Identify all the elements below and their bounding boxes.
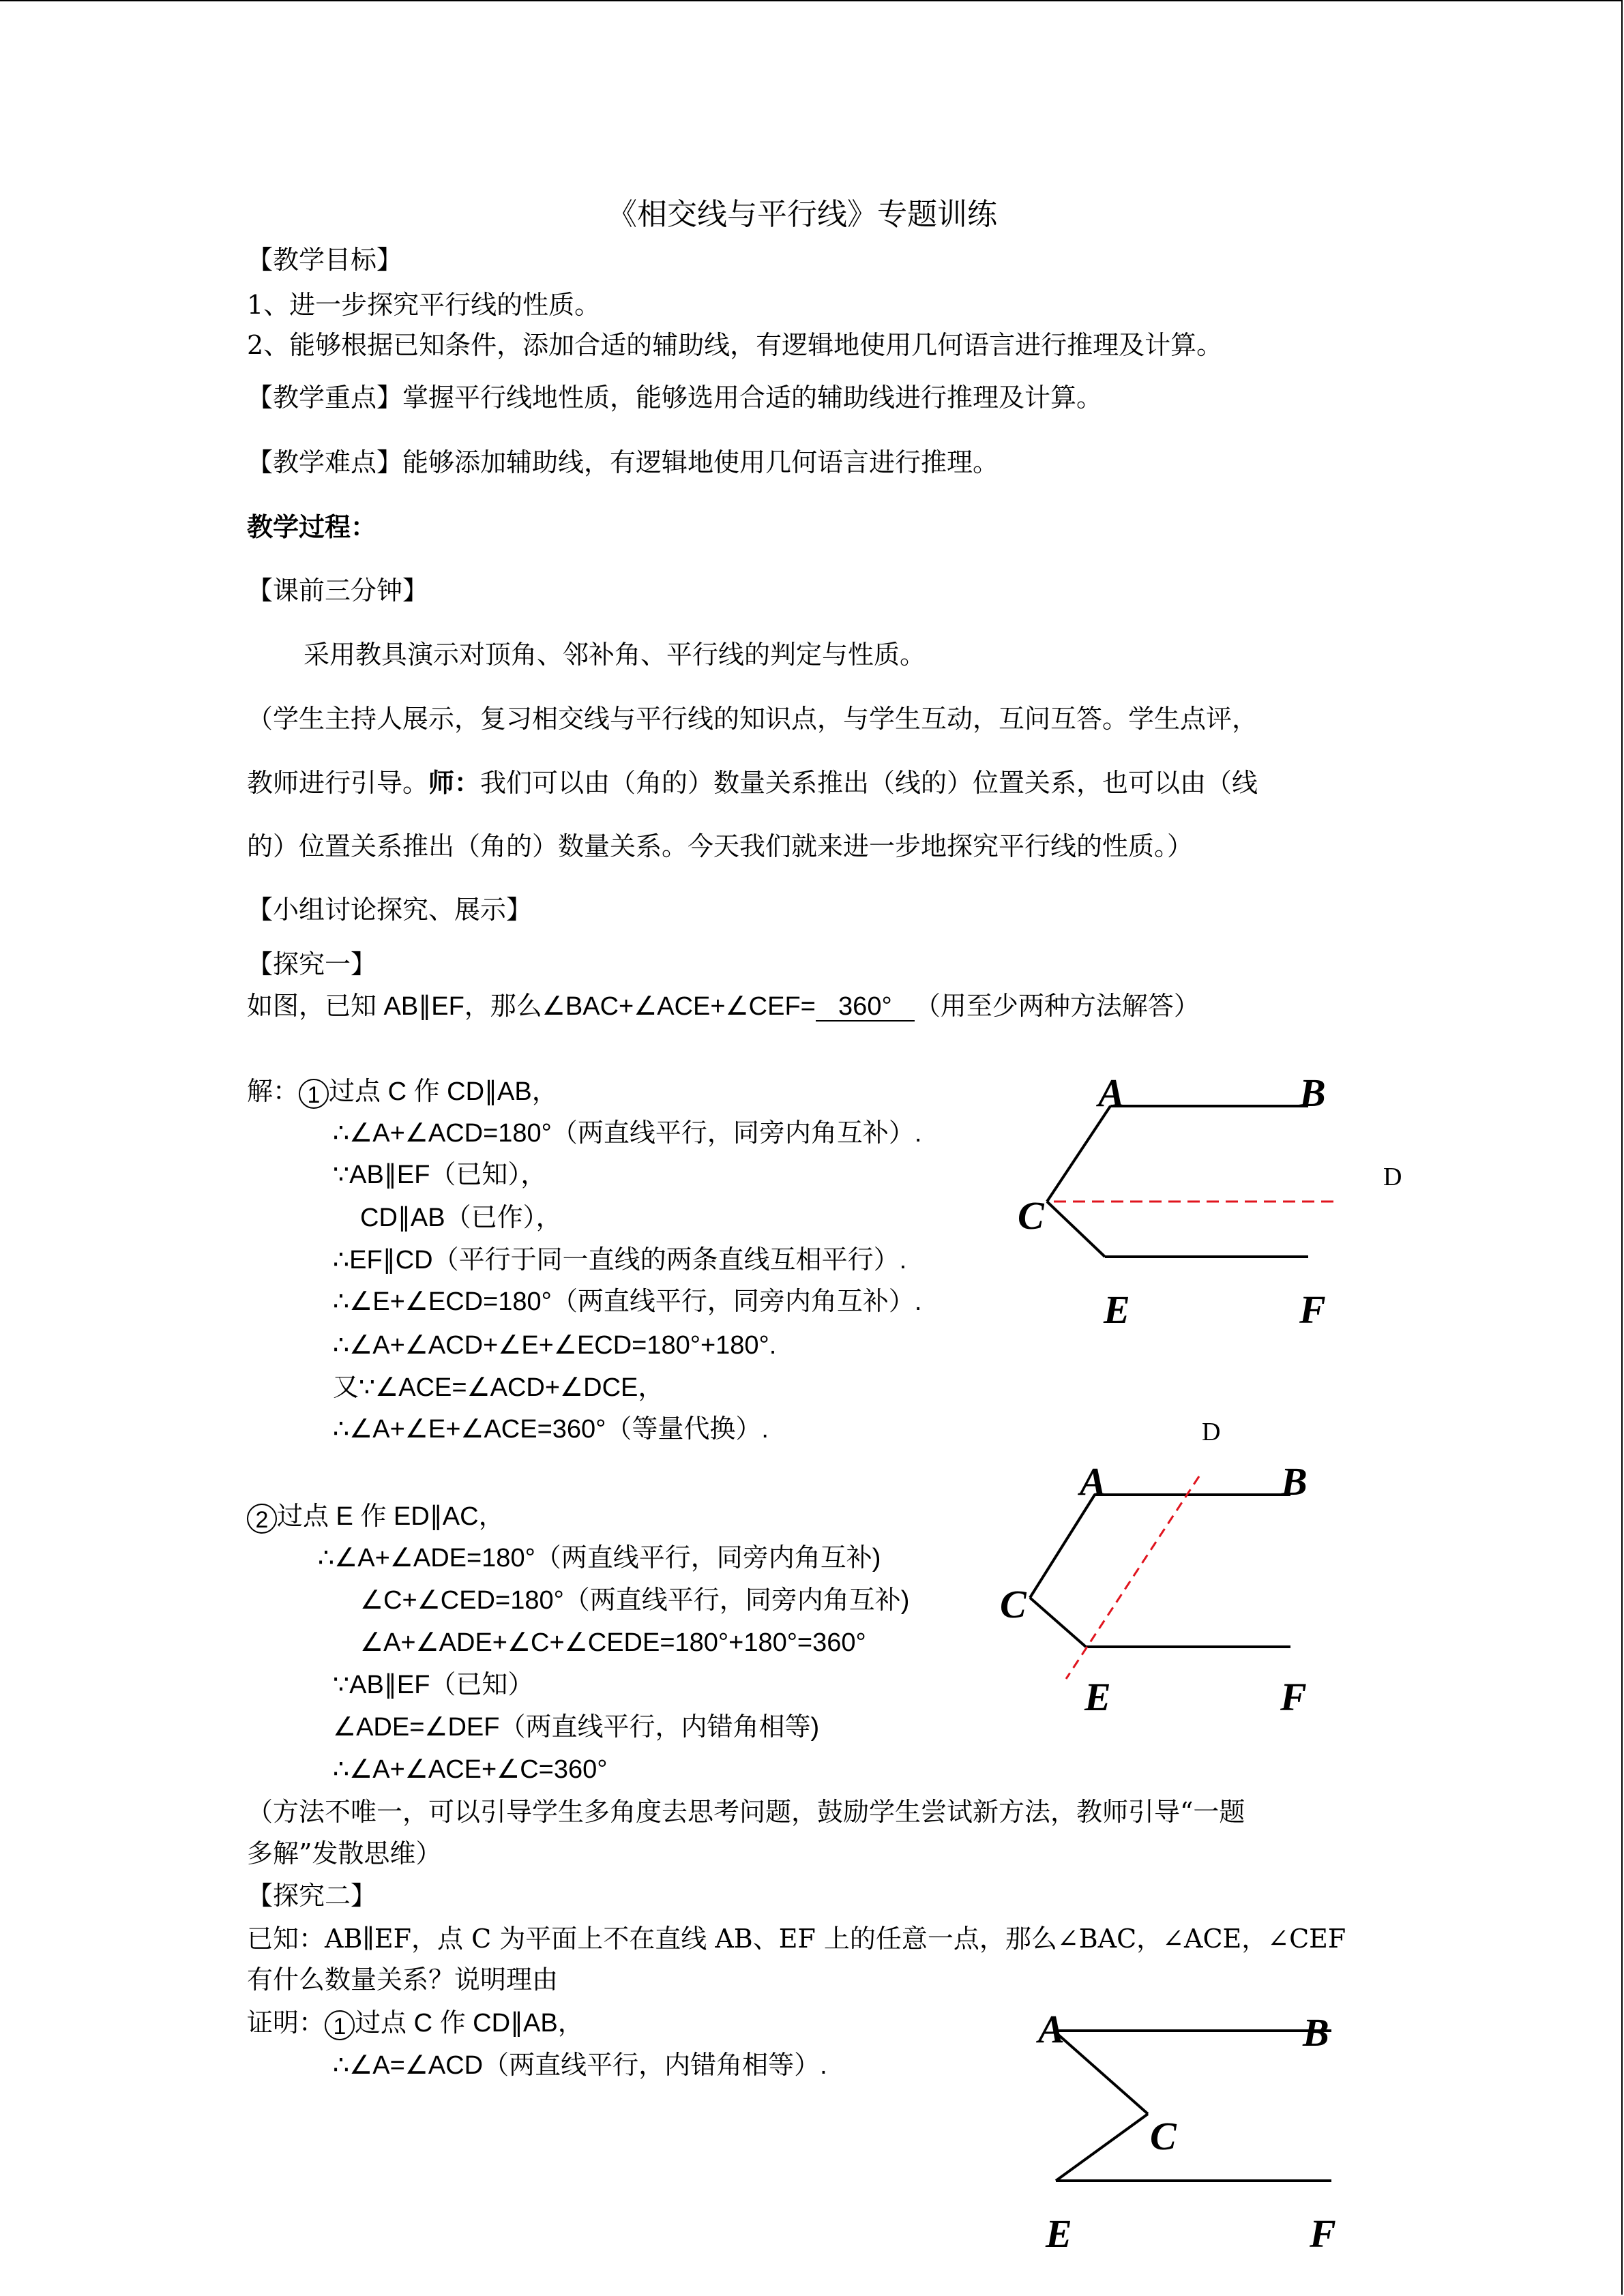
objective-item-2: 2、能够根据已知条件，添加合适的辅助线，有逻辑地使用几何语言进行推理及计算。 bbox=[247, 330, 1223, 360]
objectives-heading: 【教学目标】 bbox=[247, 245, 403, 275]
step-text: 过点 C 作 CD∥AB， bbox=[329, 1077, 558, 1106]
method1-line-7: ∴∠A+∠ACD+∠E+∠ECD=180°+180°. bbox=[333, 1331, 777, 1360]
group-heading: 【小组讨论探究、展示】 bbox=[247, 895, 533, 925]
point-label-B: B bbox=[1303, 2010, 1329, 2055]
method1-line-6: ∴∠E+∠ECD=180°（两直线平行，同旁内角互补）. bbox=[333, 1287, 922, 1316]
solution-prefix: 解： bbox=[247, 1076, 299, 1106]
explore2-heading: 【探究二】 bbox=[247, 1881, 377, 1911]
proof-prefix: 证明： bbox=[247, 2008, 325, 2038]
point-label-A: A bbox=[1080, 1459, 1106, 1504]
explore2-question-line-1: 已知：AB∥EF，点 C 为平面上不在直线 AB、EF 上的任意一点，那么∠BAC，∠ACE，∠CEF bbox=[247, 1924, 1346, 1954]
explore2-proof-line-2: ∴∠A=∠ACD（两直线平行，内错角相等）. bbox=[333, 2051, 827, 2080]
warmup-line: 采用教具演示对顶角、邻补角、平行线的判定与性质。 bbox=[304, 640, 926, 670]
method1-line-4: CD∥AB（已作）， bbox=[360, 1204, 562, 1232]
point-label-F: F bbox=[1310, 2211, 1336, 2256]
method1-line-5: ∴EF∥CD（平行于同一直线的两条直线互相平行）. bbox=[333, 1246, 907, 1274]
point-label-E: E bbox=[1046, 2211, 1072, 2256]
method2-line-3: ∠C+∠CED=180°（两直线平行，同旁内角互补) bbox=[360, 1586, 910, 1615]
point-label-E: E bbox=[1104, 1287, 1130, 1332]
method1-line-3: ∵AB∥EF（已知）， bbox=[333, 1161, 547, 1189]
question-text: （用至少两种方法解答） bbox=[914, 991, 1200, 1021]
teacher-label: 师： bbox=[428, 767, 481, 798]
circled-number: 1 bbox=[299, 1079, 329, 1109]
point-label-C: C bbox=[1000, 1582, 1027, 1626]
answer-blank: 360° bbox=[816, 993, 915, 1022]
method2-line-7: ∴∠A+∠ACE+∠C=360° bbox=[333, 1755, 608, 1784]
warmup-para-line-3: 的）位置关系推出（角的）数量关系。今天我们就来进一步地探究平行线的性质。） bbox=[247, 831, 1194, 861]
circled-number: 2 bbox=[247, 1504, 277, 1534]
objective-item-1: 1、进一步探究平行线的性质。 bbox=[247, 290, 601, 320]
method2-line-2: ∴∠A+∠ADE=180°（两直线平行，同旁内角互补) bbox=[318, 1544, 881, 1572]
method2-line-6: ∠ADE=∠DEF（两直线平行，内错角相等) bbox=[333, 1713, 820, 1742]
point-label-F: F bbox=[1299, 1287, 1326, 1332]
method2-line-4: ∠A+∠ADE+∠C+∠CEDE=180°+180°=360° bbox=[360, 1628, 866, 1657]
point-label-D: D bbox=[1202, 1418, 1221, 1446]
page-title: 《相交线与平行线》专题训练 bbox=[607, 197, 997, 232]
point-label-D: D bbox=[1383, 1163, 1402, 1191]
explore2-question-line-2: 有什么数量关系？说明理由 bbox=[247, 1965, 559, 1995]
segment-AC bbox=[1054, 2031, 1148, 2114]
question-text: 如图，已知 AB∥EF，那么∠BAC+∠ACE+∠CEF= bbox=[247, 992, 816, 1021]
warmup-para-line-1: （学生主持人展示，复习相交线与平行线的知识点，与学生互动，互问互答。学生点评， bbox=[247, 704, 1258, 734]
explore1-note-line-1: （方法不唯一，可以引导学生多角度去思考问题，鼓励学生尝试新方法，教师引导“一题 bbox=[247, 1797, 1245, 1827]
circled-number: 1 bbox=[325, 2010, 355, 2040]
method1-line-9: ∴∠A+∠E+∠ACE=360°（等量代换）. bbox=[333, 1415, 769, 1444]
point-label-B: B bbox=[1299, 1071, 1326, 1115]
method1-line-2: ∴∠A+∠ACD=180°（两直线平行，同旁内角互补）. bbox=[333, 1119, 922, 1148]
point-label-A: A bbox=[1098, 1071, 1125, 1115]
method1-line-8: 又∵∠ACE=∠ACD+∠DCE， bbox=[333, 1373, 664, 1402]
warmup-para-text: 教师进行引导。 bbox=[247, 768, 429, 798]
point-label-B: B bbox=[1281, 1459, 1308, 1504]
method2-line-5: ∵AB∥EF（已知） bbox=[333, 1671, 534, 1699]
point-label-F: F bbox=[1280, 1675, 1307, 1719]
explore1-heading: 【探究一】 bbox=[247, 949, 377, 979]
warmup-para-text: 我们可以由（角的）数量关系推出（线的）位置关系，也可以由（线 bbox=[480, 768, 1258, 798]
point-label-C: C bbox=[1018, 1193, 1044, 1238]
key-point: 【教学重点】掌握平行线地性质，能够选用合适的辅助线进行推理及计算。 bbox=[247, 383, 1103, 413]
point-label-C: C bbox=[1150, 2114, 1177, 2158]
point-label-A: A bbox=[1038, 2007, 1065, 2051]
point-label-E: E bbox=[1084, 1675, 1111, 1719]
step-text: 过点 C 作 CD∥AB， bbox=[355, 2009, 584, 2038]
process-heading: 教学过程： bbox=[247, 511, 377, 542]
step-text: 过点 E 作 ED∥AC， bbox=[277, 1502, 505, 1531]
warmup-heading: 【课前三分钟】 bbox=[247, 576, 429, 606]
explore1-note-line-2: 多解”发散思维） bbox=[247, 1838, 442, 1868]
difficulty: 【教学难点】能够添加辅助线，有逻辑地使用几何语言进行推理。 bbox=[247, 447, 999, 477]
segment-CE bbox=[1056, 2114, 1148, 2181]
